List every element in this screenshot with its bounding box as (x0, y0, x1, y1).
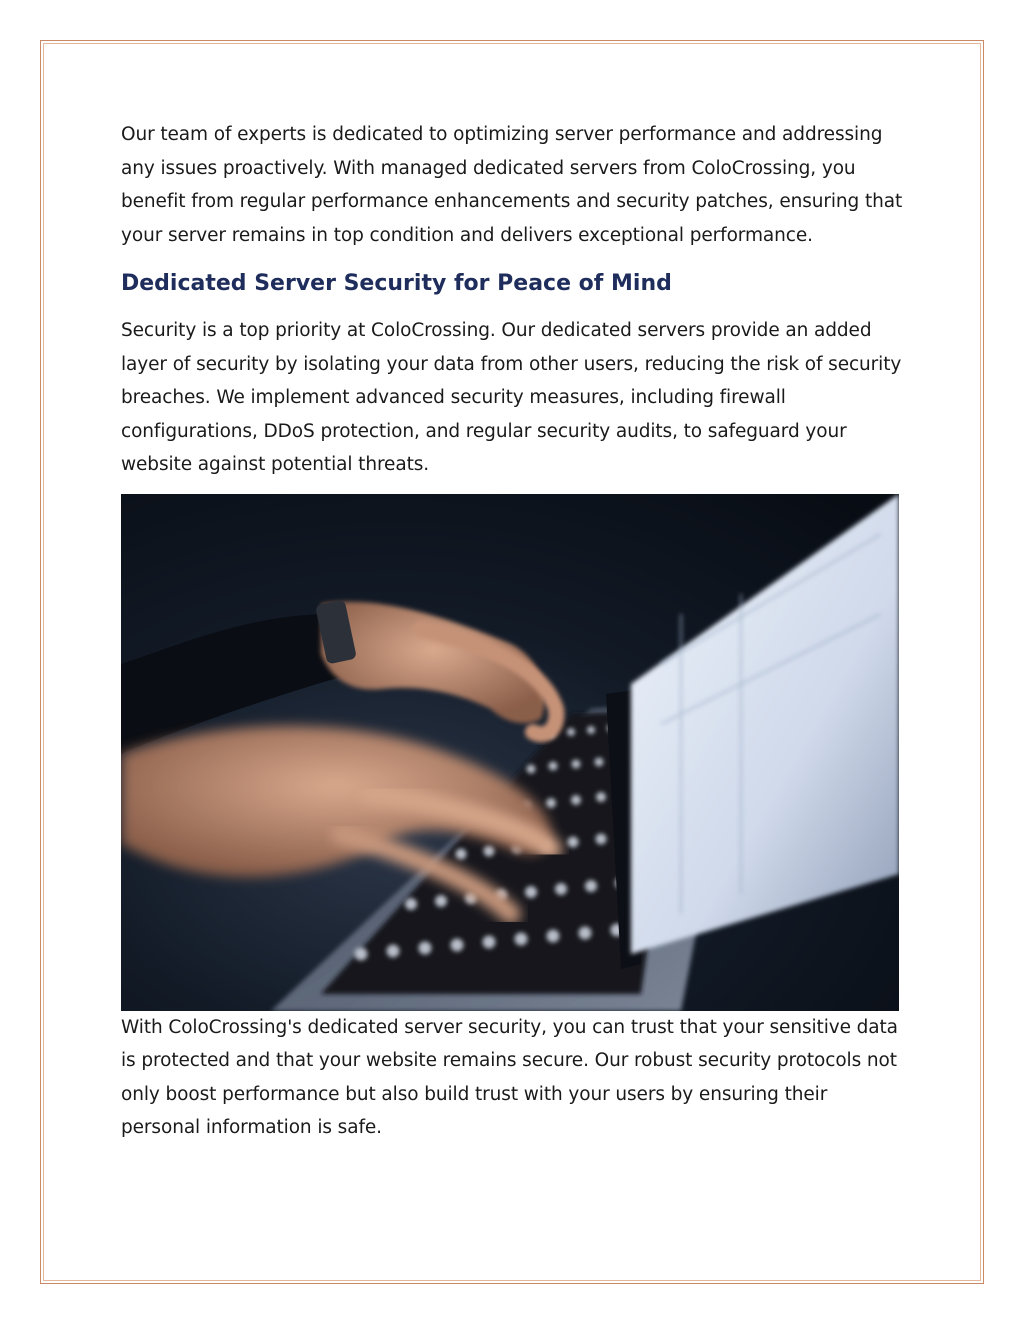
document-content (121, 118, 911, 1145)
security-paragraph: Security is a top priority at ColoCrossing. Our dedicated servers provide an added layer of security by isolating your data from other users, reducing the risk of security breaches. We implement advanced security measures, including firewall configurations, DDoS protection, and regular security audits, to safeguard your website against potential threats. (121, 320, 902, 475)
intro-paragraph: Our team of experts is dedicated to optimizing server performance and addressing any issues proactively. With managed dedicated servers from ColoCrossing, you benefit from regular performance enhancements and security patches, ensuring that your server remains in top condition and delivers exceptional performance. (121, 124, 903, 246)
laptop-typing-photo (121, 494, 899, 1011)
closing-paragraph: With ColoCrossing's dedicated server security, you can trust that your sensitive data is protected and that your website remains secure. Our robust security protocols not only boost performance but also build trust with your users by ensuring their personal information is safe. (121, 1016, 898, 1138)
laptop-illustration (121, 494, 899, 1011)
section-heading: Dedicated Server Security for Peace of Mind (121, 271, 672, 296)
